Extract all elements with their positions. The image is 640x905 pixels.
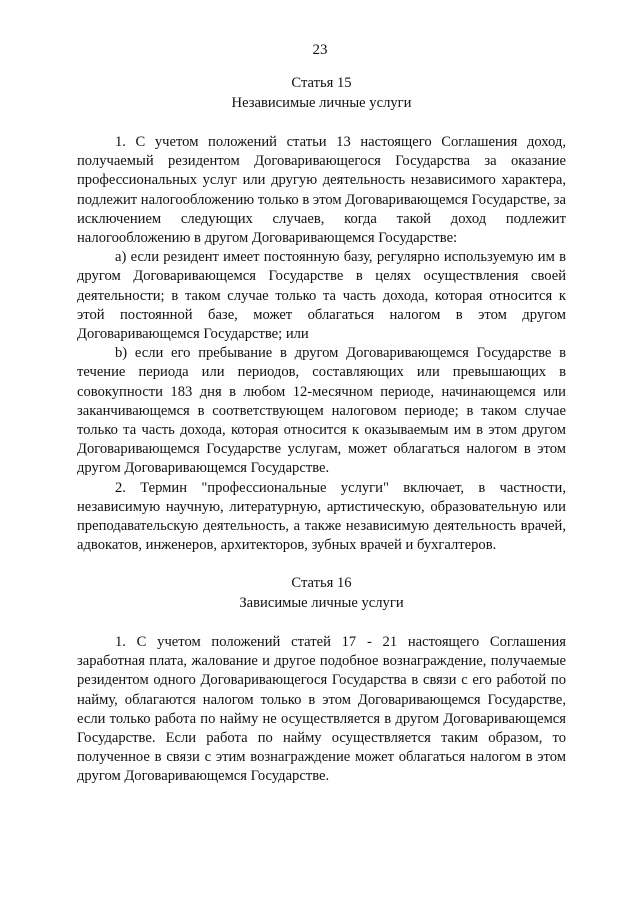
spacer: [77, 613, 566, 633]
article-15-number: Статья 15: [291, 75, 352, 91]
article-15-item-b: b) если его пребывание в другом Договаривающемся Государстве в течение периода или периодов, составляющих или превышающих в совокупности 183 дня в любом 12-месячном периоде, начинающемся или заканчивающемся в соответствующем налоговом периоде; в таком случае только та часть дохода, которая относится к оказываемым им в этом другом Договаривающемся Государстве услугам, может облагаться налогом в этом другом Договаривающемся Государстве.: [77, 345, 566, 477]
article-16-paragraph-1: 1. С учетом положений статей 17 - 21 настоящего Соглашения заработная плата, жалование и другое подобное вознаграждение, получаемые резидентом одного Договаривающегося Государства в связи с его работой по найму, облагаются налогом только в этом Договаривающемся Государстве, если только работа по найму не осуществляется в другом Договаривающемся Государстве. Если работа по найму осуществляется таким образом, то полученное в связи с этим вознаграждение может облагаться налогом в этом другом Договаривающемся Государстве.: [77, 634, 566, 785]
spacer: [77, 113, 566, 133]
article-15-paragraph-2: 2. Термин "профессиональные услуги" включает, в частности, независимую научную, литературную, артистическую, образовательную или преподавательскую деятельность, а также независимую деятельность врачей, адвокатов, инженеров, архитекторов, зубных врачей и бухгалтеров.: [77, 479, 566, 554]
page-number: 23: [312, 42, 328, 58]
article-16-number: Статья 16: [291, 575, 352, 591]
article-16: [77, 573, 566, 787]
article-15-title: Независимые личные услуги: [231, 95, 412, 111]
article-15-paragraph-1: 1. С учетом положений статьи 13 настоящего Соглашения доход, получаемый резидентом Договаривающегося Государства за оказание профессиональных услуг или другую деятельность независимого характера, подлежит налогообложению только в этом Договаривающемся Государстве, за исключением следующих случаев, когда такой доход подлежит налогообложению в другом Договаривающемся Государстве:: [77, 134, 566, 247]
article-15-item-a: а) если резидент имеет постоянную базу, регулярно используемую им в другом Договаривающемся Государстве в целях осуществления своей деятельности; в таком случае только та часть дохода, которая относится к этой постоянной базе, может облагаться налогом в этом другом Договаривающемся Государстве; или: [77, 249, 566, 343]
article-15: [77, 73, 566, 555]
article-16-title: Зависимые личные услуги: [239, 595, 404, 611]
